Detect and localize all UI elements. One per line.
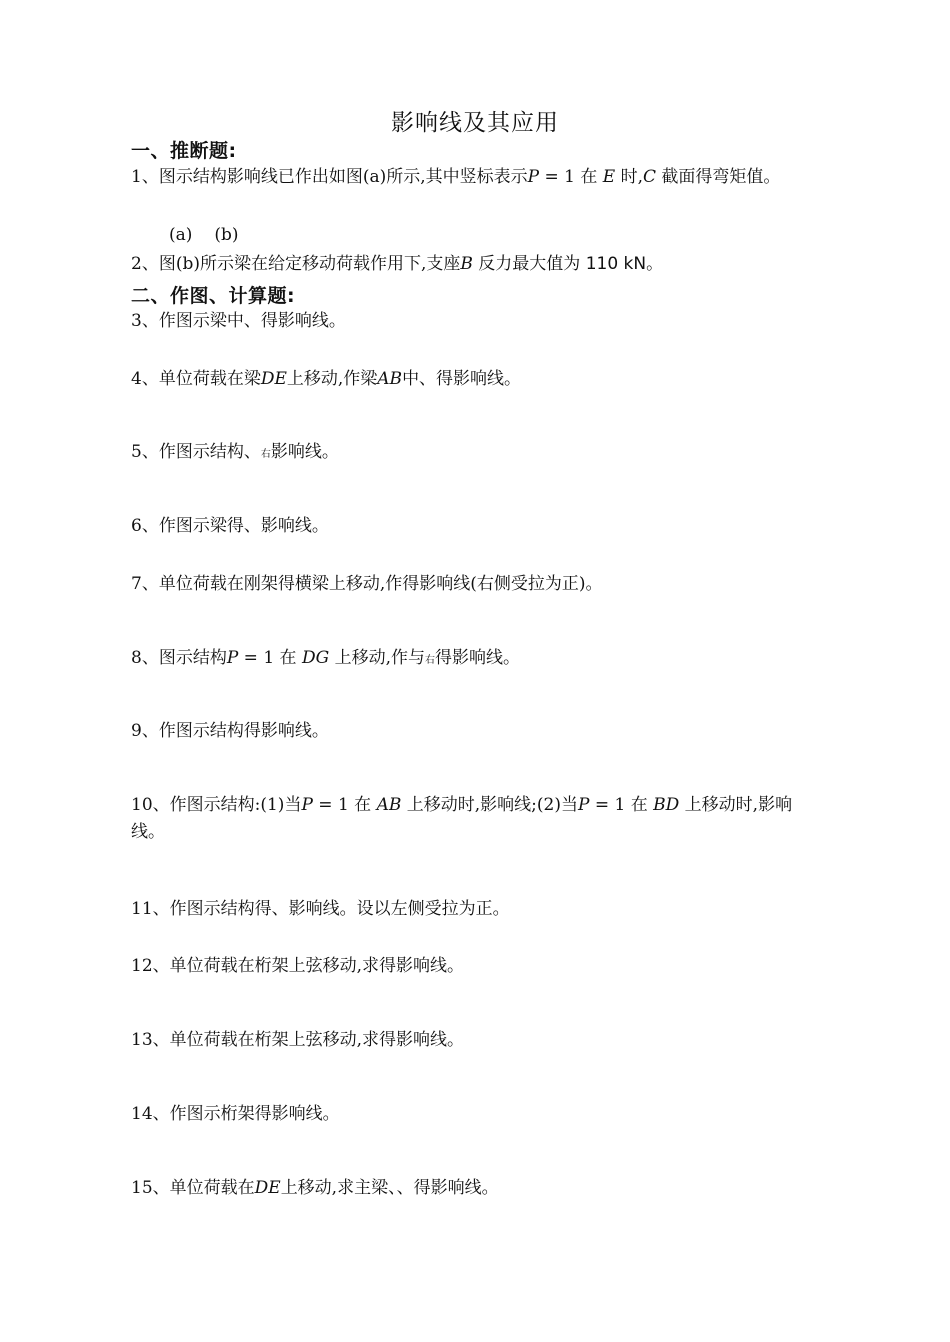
q10-text: 10、作图示结构:(1)当 bbox=[131, 795, 302, 815]
q2-value: 110 kN bbox=[585, 254, 647, 274]
question-15 bbox=[131, 1175, 831, 1202]
q10-var-p2: P bbox=[578, 795, 590, 815]
question-5 bbox=[131, 439, 831, 468]
question-2 bbox=[131, 251, 831, 278]
q2-tail: 。 bbox=[646, 254, 664, 274]
q1-eq: = 1 在 bbox=[539, 167, 603, 187]
q4-text: 4、单位荷载在梁 bbox=[131, 369, 261, 389]
question-1 bbox=[131, 164, 831, 191]
section-heading-drawing: 二、作图、计算题: bbox=[131, 285, 296, 307]
question-12: 12、单位荷载在桁架上弦移动,求得影响线。 bbox=[131, 956, 465, 976]
q4-var-de: DE bbox=[260, 369, 287, 389]
question-4 bbox=[131, 366, 831, 393]
question-9: 9、作图示结构得影响线。 bbox=[131, 721, 329, 741]
figure-label-b: (b) bbox=[214, 225, 239, 245]
q4-tail: 中、得影响线。 bbox=[402, 369, 522, 389]
q8-subscript: 右 bbox=[425, 655, 435, 666]
question-6: 6、作图示梁得、影响线。 bbox=[131, 516, 329, 536]
page-title: 影响线及其应用 bbox=[391, 110, 559, 136]
question-3: 3、作图示梁中、得影响线。 bbox=[131, 311, 346, 331]
q15-tail: 上移动,求主梁、、得影响线。 bbox=[280, 1178, 499, 1198]
q1-var-c: C bbox=[643, 167, 657, 187]
question-7: 7、单位荷载在刚架得横梁上移动,作得影响线(右侧受拉为正)。 bbox=[131, 574, 603, 594]
q10-var-ab: AB bbox=[376, 795, 402, 815]
figure-labels bbox=[169, 222, 239, 249]
q4-mid: 上移动,作梁 bbox=[286, 369, 378, 389]
q2-text: 2、图(b)所示梁在给定移动荷载作用下,支座 bbox=[131, 254, 461, 274]
question-13: 13、单位荷载在桁架上弦移动,求得影响线。 bbox=[131, 1030, 465, 1050]
q10-tail: 上移动时,影响线。 bbox=[131, 795, 793, 842]
q1-text: 1、图示结构影响线已作出如图(a)所示,其中竖标表示 bbox=[131, 167, 528, 187]
q8-tail: 得影响线。 bbox=[435, 648, 520, 668]
figure-label-a: (a) bbox=[169, 225, 193, 245]
q10-eq2: = 1 在 bbox=[589, 795, 654, 815]
q1-mid: 时, bbox=[615, 167, 643, 187]
q5-subscript: 右 bbox=[260, 449, 271, 460]
q15-var-de: DE bbox=[254, 1178, 281, 1198]
q2-mid: 反力最大值为 bbox=[472, 254, 586, 274]
q8-mid: 上移动,作与 bbox=[329, 648, 425, 668]
q5-text: 5、作图示结构、 bbox=[131, 442, 261, 462]
section-heading-judgement: 一、推断题: bbox=[131, 140, 237, 162]
q10-eq1: = 1 在 bbox=[312, 795, 377, 815]
q8-var-p: P bbox=[226, 648, 239, 668]
q2-var-b: B bbox=[460, 254, 473, 274]
q15-text: 15、单位荷载在 bbox=[131, 1178, 255, 1198]
q1-var-p: P bbox=[527, 167, 540, 187]
q5-tail: 影响线。 bbox=[270, 442, 339, 462]
q8-eq: = 1 在 bbox=[238, 648, 302, 668]
question-14: 14、作图示桁架得影响线。 bbox=[131, 1104, 340, 1124]
q10-var-p1: P bbox=[301, 795, 313, 815]
q10-var-bd: BD bbox=[653, 795, 680, 815]
q10-mid: 上移动时,影响线;(2)当 bbox=[401, 795, 578, 815]
q4-var-ab: AB bbox=[377, 369, 403, 389]
q8-text: 8、图示结构 bbox=[131, 648, 227, 668]
question-8 bbox=[131, 645, 831, 674]
q1-var-e: E bbox=[602, 167, 616, 187]
q1-tail: 截面得弯矩值。 bbox=[656, 167, 781, 187]
q8-var-dg: DG bbox=[301, 648, 330, 668]
question-11: 11、作图示结构得、影响线。设以左侧受拉为正。 bbox=[131, 899, 510, 919]
question-10 bbox=[131, 792, 821, 846]
